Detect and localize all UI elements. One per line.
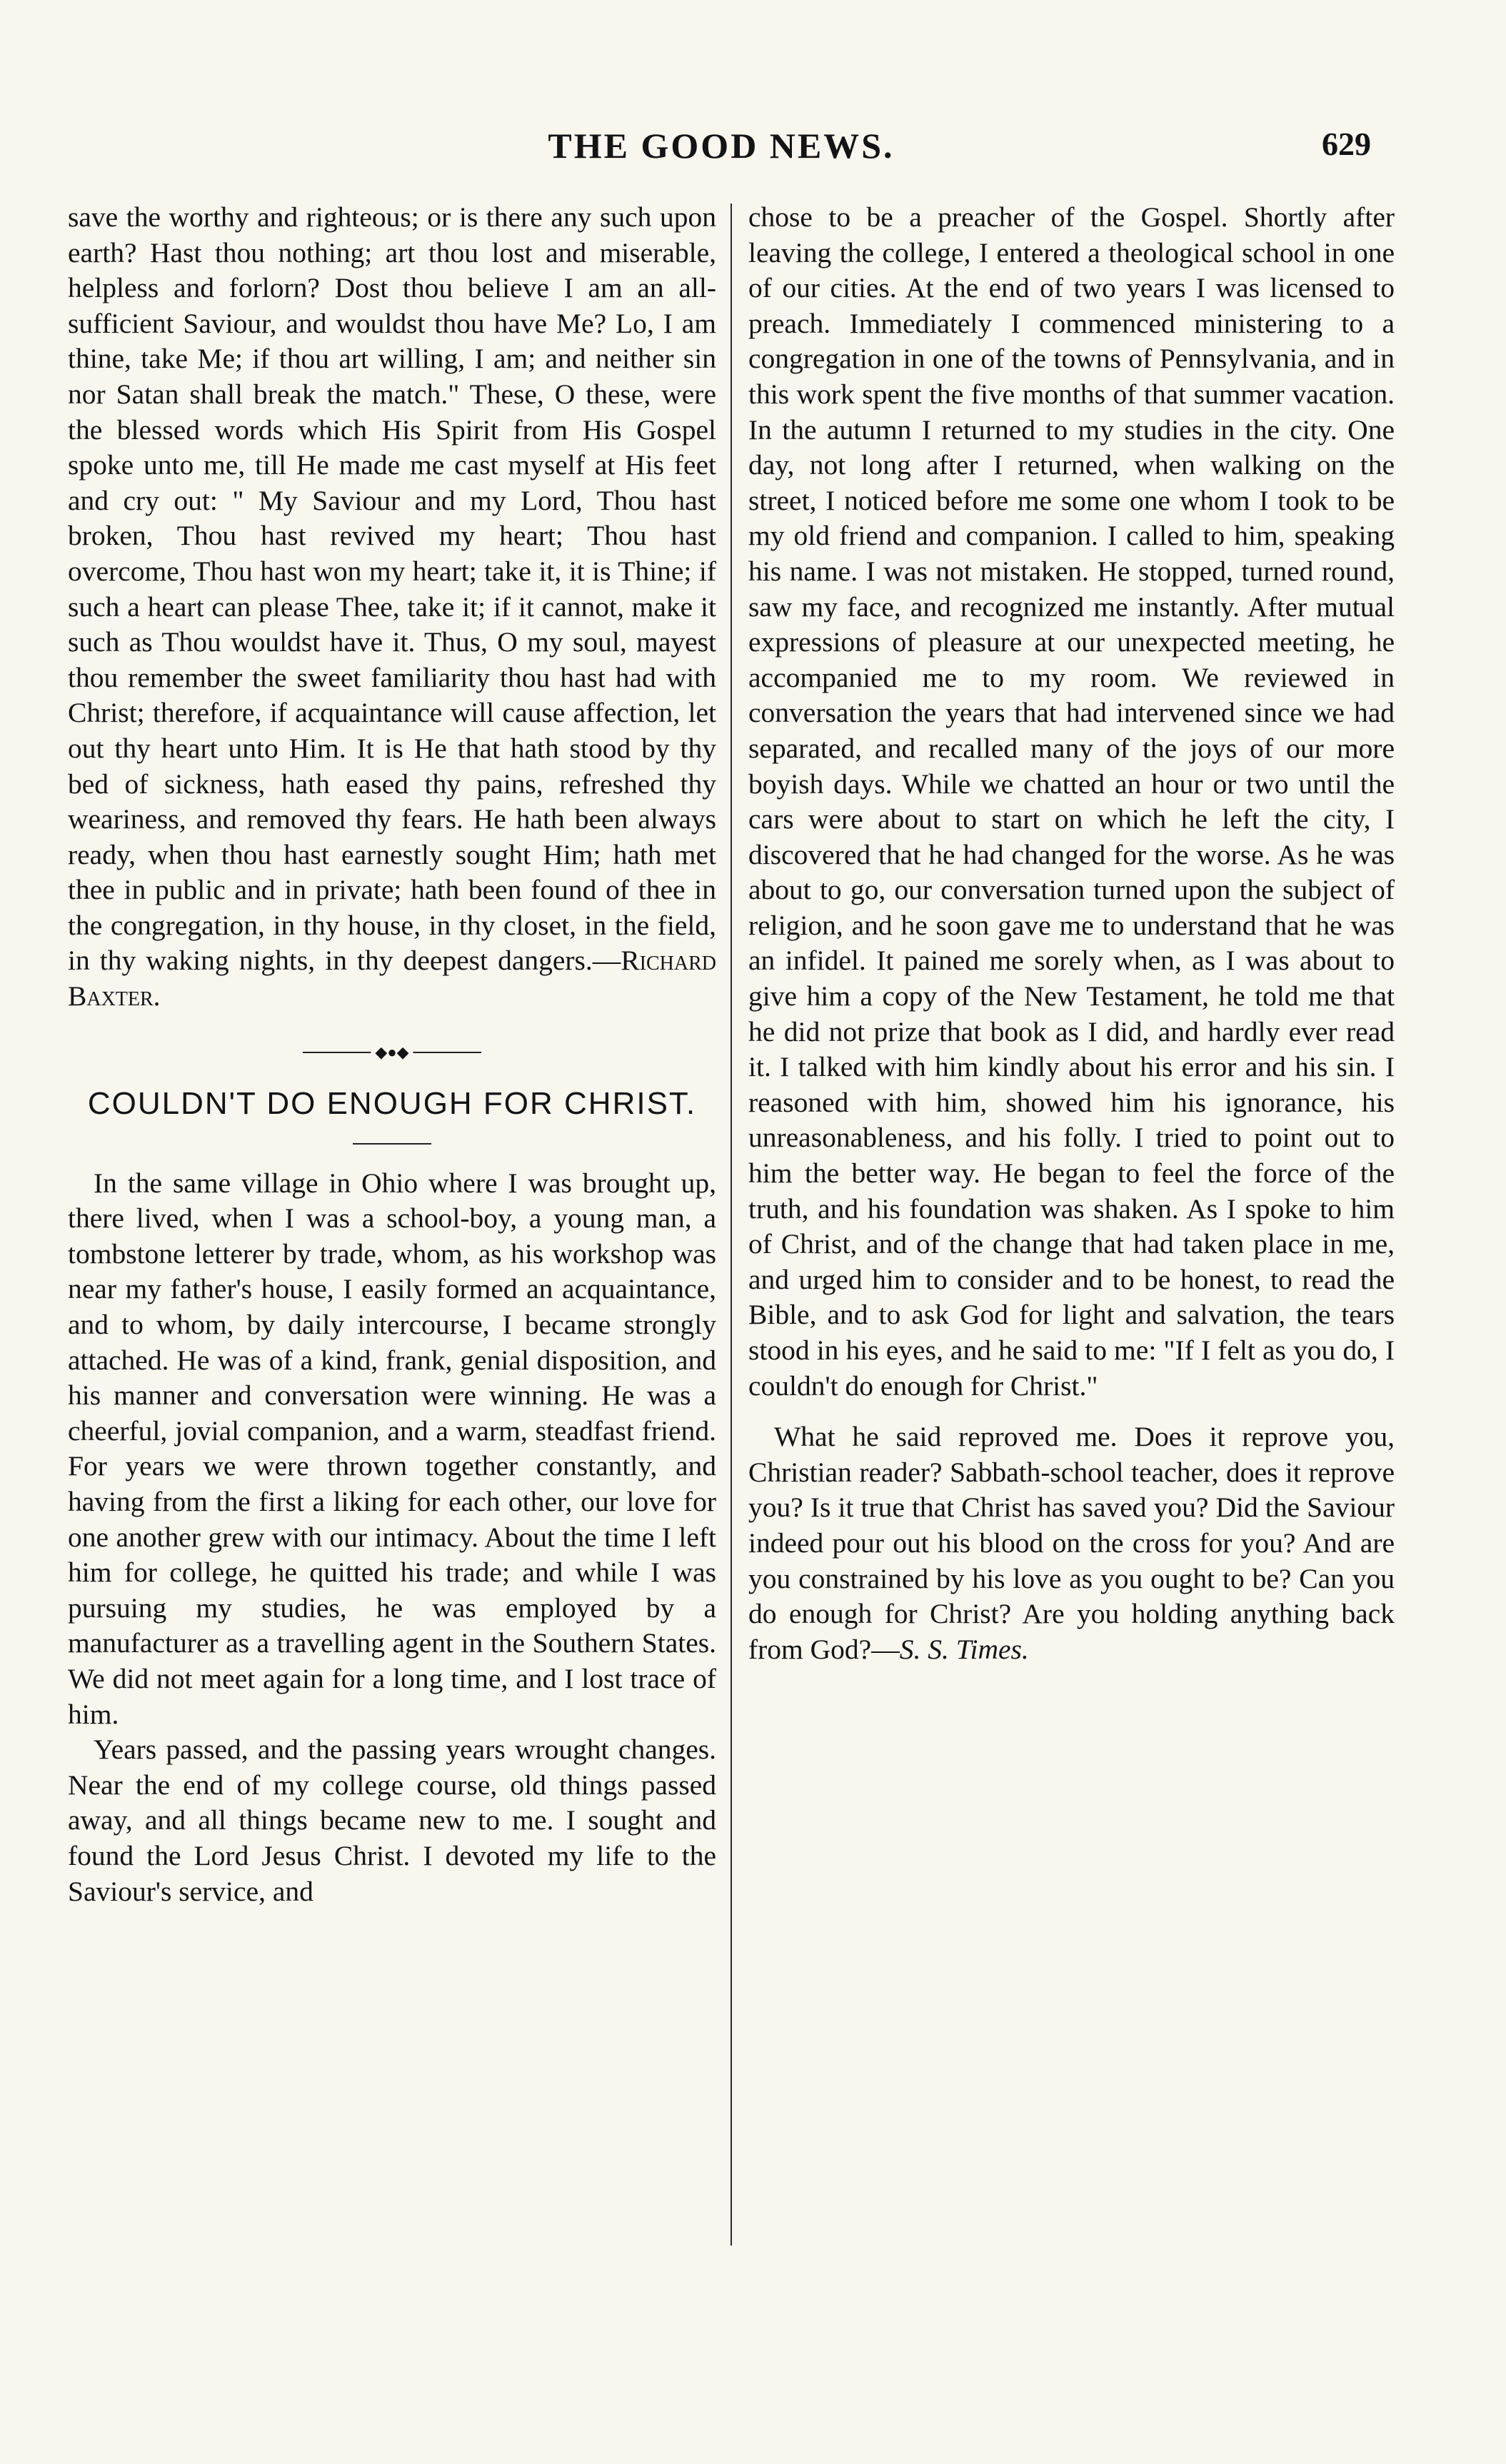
ornament-glyph: ◆●◆ (371, 1043, 413, 1062)
article-paragraph-4 (748, 1419, 1395, 1667)
baxter-text: save the worthy and righteous; or is there any such upon earth? Hast thou nothing; art thou lost and miserable, helpless and forlorn? Dost thou believe I am an all-sufficient Saviour, and wouldst thou have Me? Lo, I am thine, take Me; if thou art willing, I am; and neither sin nor Satan shall break the match." These, O these, were the blessed words which His Spirit from His Gospel spoke unto me, till He made me cast myself at His feet and cry out: " My Saviour and my Lord, Thou hast broken, Thou hast revived my heart; Thou hast overcome, Thou hast won my heart; take it, it is Thine; if such a heart can please Thee, take it; if it cannot, make it such as Thou wouldst have it. Thus, O my soul, mayest thou remember the sweet familiarity thou hast had with Christ; therefore, if acquaintance will cause affection, let out thy heart unto Him. It is He that hath stood by thy bed of sickness, hath eased thy pains, refreshed thy weariness, and removed thy fears. He hath been always ready, when thou hast earnestly sought Him; hath met thee in public and in private; hath been found of thee in the congregation, in thy house, in thy closet, in the field, in thy waking nights, in thy deepest dangers.— (68, 201, 716, 977)
baxter-paragraph (68, 200, 716, 1015)
column-divider (731, 203, 732, 2246)
closing-attribution: S. S. Times. (899, 1633, 1029, 1665)
paragraph-gap (748, 1404, 1395, 1419)
running-title: THE GOOD NEWS. (548, 126, 895, 166)
article-paragraph-3: chose to be a preacher of the Gospel. Shortly after leaving the college, I entered a theological school in one of our cities. At the end of two years I was licensed to preach. Immediately I commenced ministering to a congregation in one of the towns of Pennsylvania, and in this work spent the five months of that summer vacation. In the autumn I returned to my studies in the city. One day, not long after I returned, when walking on the street, I noticed before me some one whom I took to be my old friend and companion. I called to him, speaking his name. I was not mistaken. He stopped, turned round, saw my face, and recognized me instantly. After mutual expressions of pleasure at our unexpected meeting, he accompanied me to my room. We reviewed in conversation the years that had intervened since we had separated, and recalled many of the joys of our more boyish days. While we chatted an hour or two until the cars were about to start on which he left the city, I discovered that he had changed for the worse. As he was about to go, our conversation turned upon the subject of religion, and he soon gave me to understand that he was an infidel. It pained me sorely when, as I was about to give him a copy of the New Testament, he told me that he did not prize that book as I did, and hardly ever read it. I talked with him kindly about his error and his sin. I reasoned with him, showed him his ignorance, his unreasonableness, and his folly. I tried to point out to him the better way. He began to feel the force of the truth, and his foundation was shaken. As I spoke to him of Christ, and of the change that had taken place in me, and urged him to consider and to be honest, to read the Bible, and to ask God for light and salvation, the tears stood in his eyes, and he said to me: "If I felt as you do, I couldn't do enough for Christ." (748, 201, 1395, 1402)
closing-text: What he said reproved me. Does it reprove you, Christian reader? Sabbath-school teacher, does it reprove you? Is it true that Christ has saved you? Did the Saviour indeed pour out his blood on the cross for you? And are you constrained by his love as you ought to be? Can you do enough for Christ? Are you holding anything back from God?— (748, 1421, 1395, 1665)
page-number: 629 (1322, 126, 1371, 162)
left-column (68, 200, 716, 2342)
article-paragraph-2: Years passed, and the passing years wrought changes. Near the end of my college course, old things passed away, and all things became new to me. I sought and found the Lord Jesus Christ. I devoted my life to the Saviour's service, and (68, 1734, 716, 1907)
page-header (71, 107, 1371, 175)
ornamental-rule (303, 1043, 481, 1062)
article-title: COULDN'T DO ENOUGH FOR CHRIST. (87, 1085, 697, 1121)
title-rule (353, 1143, 431, 1145)
baxter-attribution: Richard Baxter. (68, 945, 716, 1012)
article-paragraph-1: In the same village in Ohio where I was brought up, there lived, when I was a school-boy, a young man, a tombstone letterer by trade, whom, as his workshop was near my father's house, I easily formed an acquaintance, and to whom, by daily intercourse, I became strongly attached. He was of a kind, frank, genial disposition, and his manner and conversation were winning. He was a cheerful, jovial companion, and a warm, steadfast friend. For years we were thrown together constantly, and having from the first a liking for each other, our love for one another grew with our intimacy. About the time I left him for college, he quitted his trade; and while I was pursuing my studies, he was employed by a manufacturer as a travelling agent in the Southern States. We did not meet again for a long time, and I lost trace of him. (68, 1167, 716, 1730)
right-column (748, 200, 1395, 2342)
